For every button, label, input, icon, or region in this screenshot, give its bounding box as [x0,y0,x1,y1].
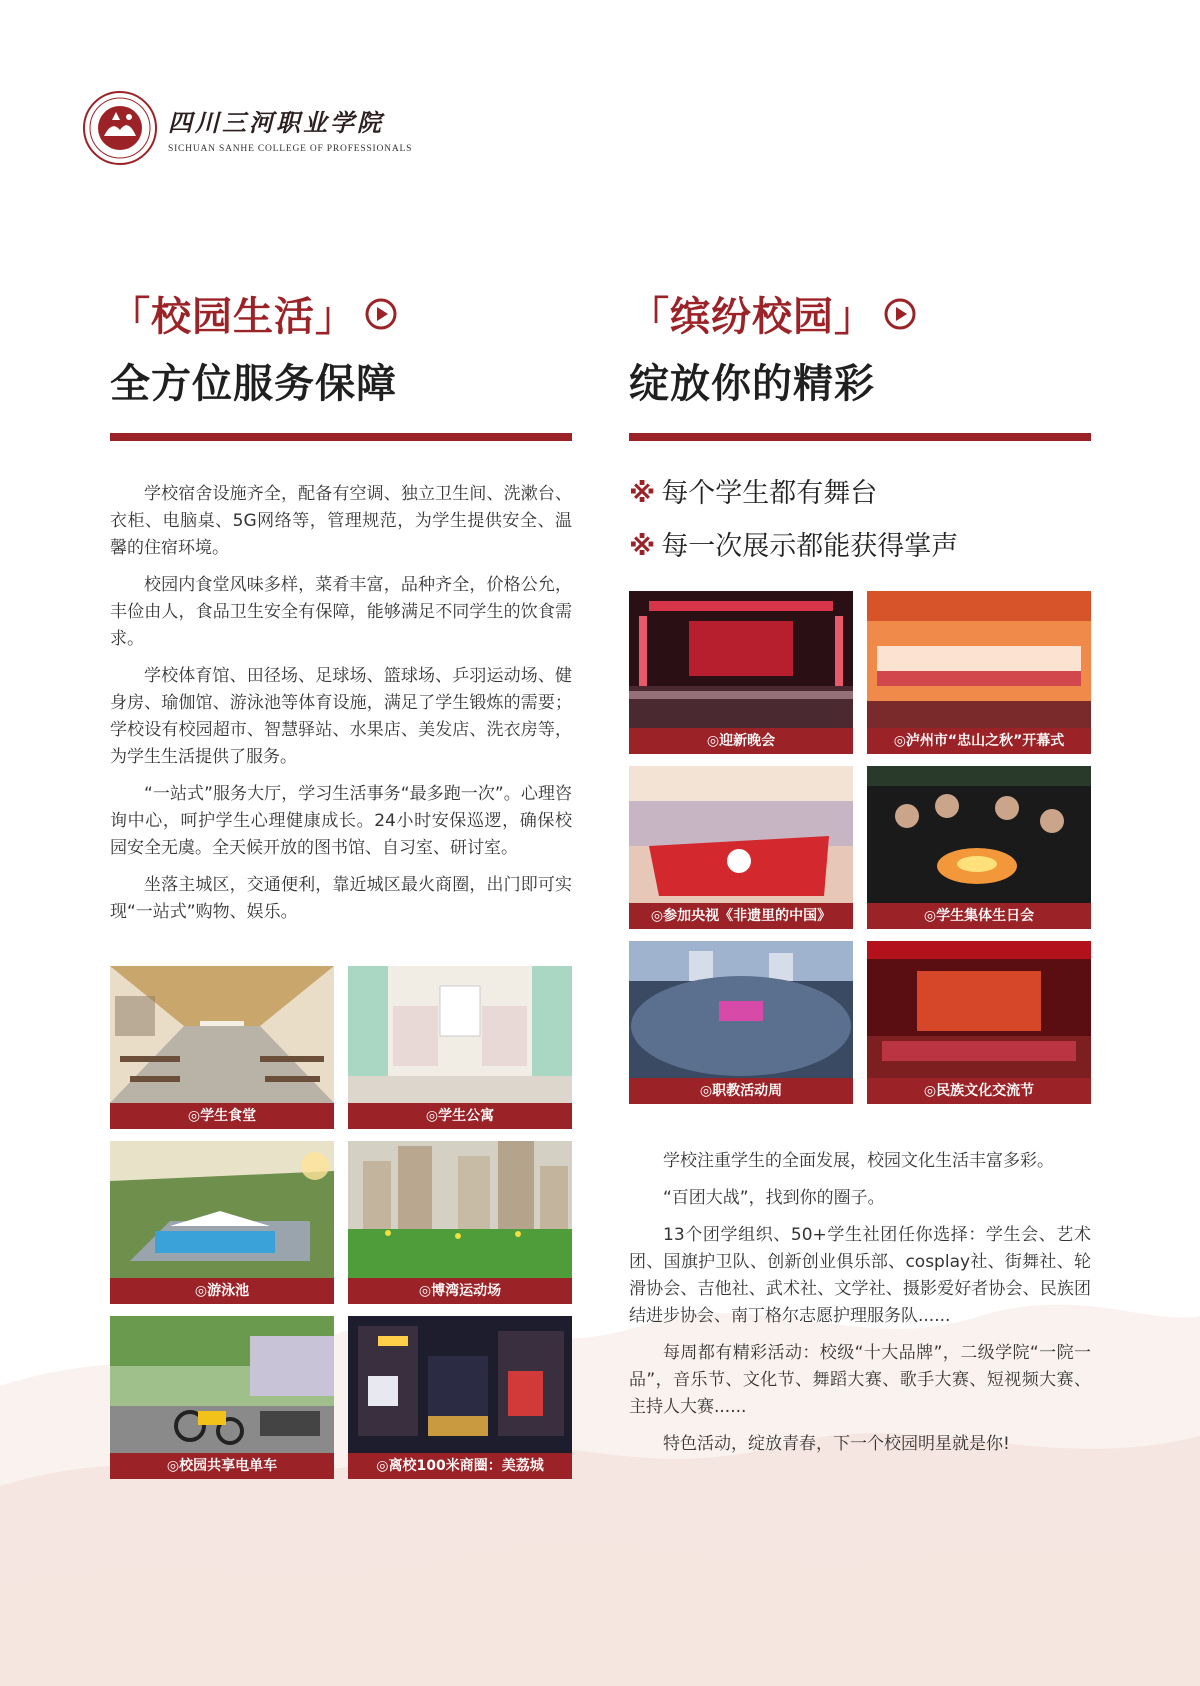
photo-tile [629,766,853,929]
photo-tile [110,1316,334,1479]
photo-caption: ◎离校100米商圈：美荔城 [348,1453,572,1479]
photo-caption: ◎游泳池 [110,1278,334,1304]
feature-list [629,471,1091,563]
feature-item [629,524,1091,563]
paragraph: 特色活动，绽放青春，下一个校园明星就是你! [663,1434,1010,1454]
section-divider [629,433,1091,441]
photo-tile [348,1316,572,1479]
feature-text: 每个学生都有舞台 [661,478,878,509]
feature-text: 每一次展示都能获得掌声 [661,531,959,562]
photo-caption: ◎职教活动周 [629,1078,853,1104]
swimming-pool-photo [110,1141,334,1278]
campus-life-section [110,285,572,1479]
opening-ceremony-photo [867,591,1091,728]
photo-tile [110,966,334,1129]
section-title: 「缤纷校园」 [629,294,875,340]
paragraph: 学校体育馆、田径场、足球场、篮球场、乒羽运动场、健身房、瑜伽馆、游泳池等体育设施，满足了学生锻炼的需要；学校设有校园超市、智慧驿站、水果店、美发店、洗衣房等，为学生生活提供了服务。 [110,666,572,767]
college-seal-icon [82,90,158,166]
photo-caption: ◎校园共享电单车 [110,1453,334,1479]
reference-mark-icon: ※ [629,531,656,562]
paragraph: 每周都有精彩活动：校级“十大品牌”，二级学院“一院一品”，音乐节、文化节、舞蹈大赛、歌手大赛、短视频大赛、主持人大赛...... [629,1343,1091,1417]
canteen-photo [110,966,334,1103]
photo-tile [867,766,1091,929]
vocational-week-photo [629,941,853,1078]
photo-tile [348,966,572,1129]
photo-tile [867,591,1091,754]
play-icon [883,297,917,331]
campus-life-photo-grid [110,966,572,1479]
paragraph: 13个团学组织、50+学生社团任你选择：学生会、艺术团、国旗护卫队、创新创业俱乐部、cosplay社、街舞社、轮滑协会、吉他社、武术社、文学社、摄影爱好者协会、民族团结进步协会、南丁格尔志愿护理服务队...... [629,1225,1091,1326]
photo-tile [348,1141,572,1304]
paragraph: 学校宿舍设施齐全，配备有空调、独立卫生间、洗漱台、衣柜、电脑桌、5G网络等，管理规范，为学生提供安全、温馨的住宿环境。 [110,484,572,558]
reference-mark-icon: ※ [629,478,656,509]
shared-bike-photo [110,1316,334,1453]
shopping-district-photo [348,1316,572,1453]
photo-caption: ◎学生公寓 [348,1103,572,1129]
photo-caption: ◎博湾运动场 [348,1278,572,1304]
section-subtitle: 绽放你的精彩 [629,361,875,407]
welcome-gala-photo [629,591,853,728]
photo-caption: ◎参加央视《非遗里的中国》 [629,903,853,929]
photo-tile [867,941,1091,1104]
dormitory-photo [348,966,572,1103]
photo-tile [629,941,853,1104]
sports-field-photo [348,1141,572,1278]
paragraph: 校园内食堂风味多样，菜肴丰富，品种齐全，价格公允，丰俭由人，食品卫生安全有保障，能够满足不同学生的饮食需求。 [110,575,572,649]
photo-caption: ◎泸州市“忠山之秋”开幕式 [867,728,1091,754]
group-birthday-photo [867,766,1091,903]
college-name-cn: 四川三河职业学院 [168,107,384,137]
photo-caption: ◎学生食堂 [110,1103,334,1129]
photo-caption: ◎民族文化交流节 [867,1078,1091,1104]
photo-tile [110,1141,334,1304]
section-title: 「校园生活」 [110,294,356,340]
feature-item [629,471,1091,510]
colorful-campus-section [629,285,1091,1468]
college-logo [82,90,412,166]
photo-caption: ◎迎新晚会 [629,728,853,754]
college-name-en: SICHUAN SANHE COLLEGE OF PROFESSIONALS [168,143,413,154]
section-subtitle: 全方位服务保障 [110,361,397,407]
paragraph: 坐落主城区，交通便利，靠近城区最火商圈，出门即可实现“一站式”购物、娱乐。 [110,875,572,922]
play-icon [364,297,398,331]
paragraph: “百团大战”，找到你的圈子。 [663,1188,885,1208]
photo-caption: ◎学生集体生日会 [867,903,1091,929]
cctv-program-photo [629,766,853,903]
ethnic-culture-festival-photo [867,941,1091,1078]
section-divider [110,433,572,441]
campus-activity-photo-grid [629,591,1091,1104]
photo-tile [629,591,853,754]
paragraph: 学校注重学生的全面发展，校园文化生活丰富多彩。 [663,1151,1054,1171]
paragraph: “一站式”服务大厅，学习生活事务“最多跑一次”。心理咨询中心，呵护学生心理健康成长。24小时安保巡逻，确保校园安全无虞。全天候开放的图书馆、自习室、研讨室。 [110,784,572,858]
